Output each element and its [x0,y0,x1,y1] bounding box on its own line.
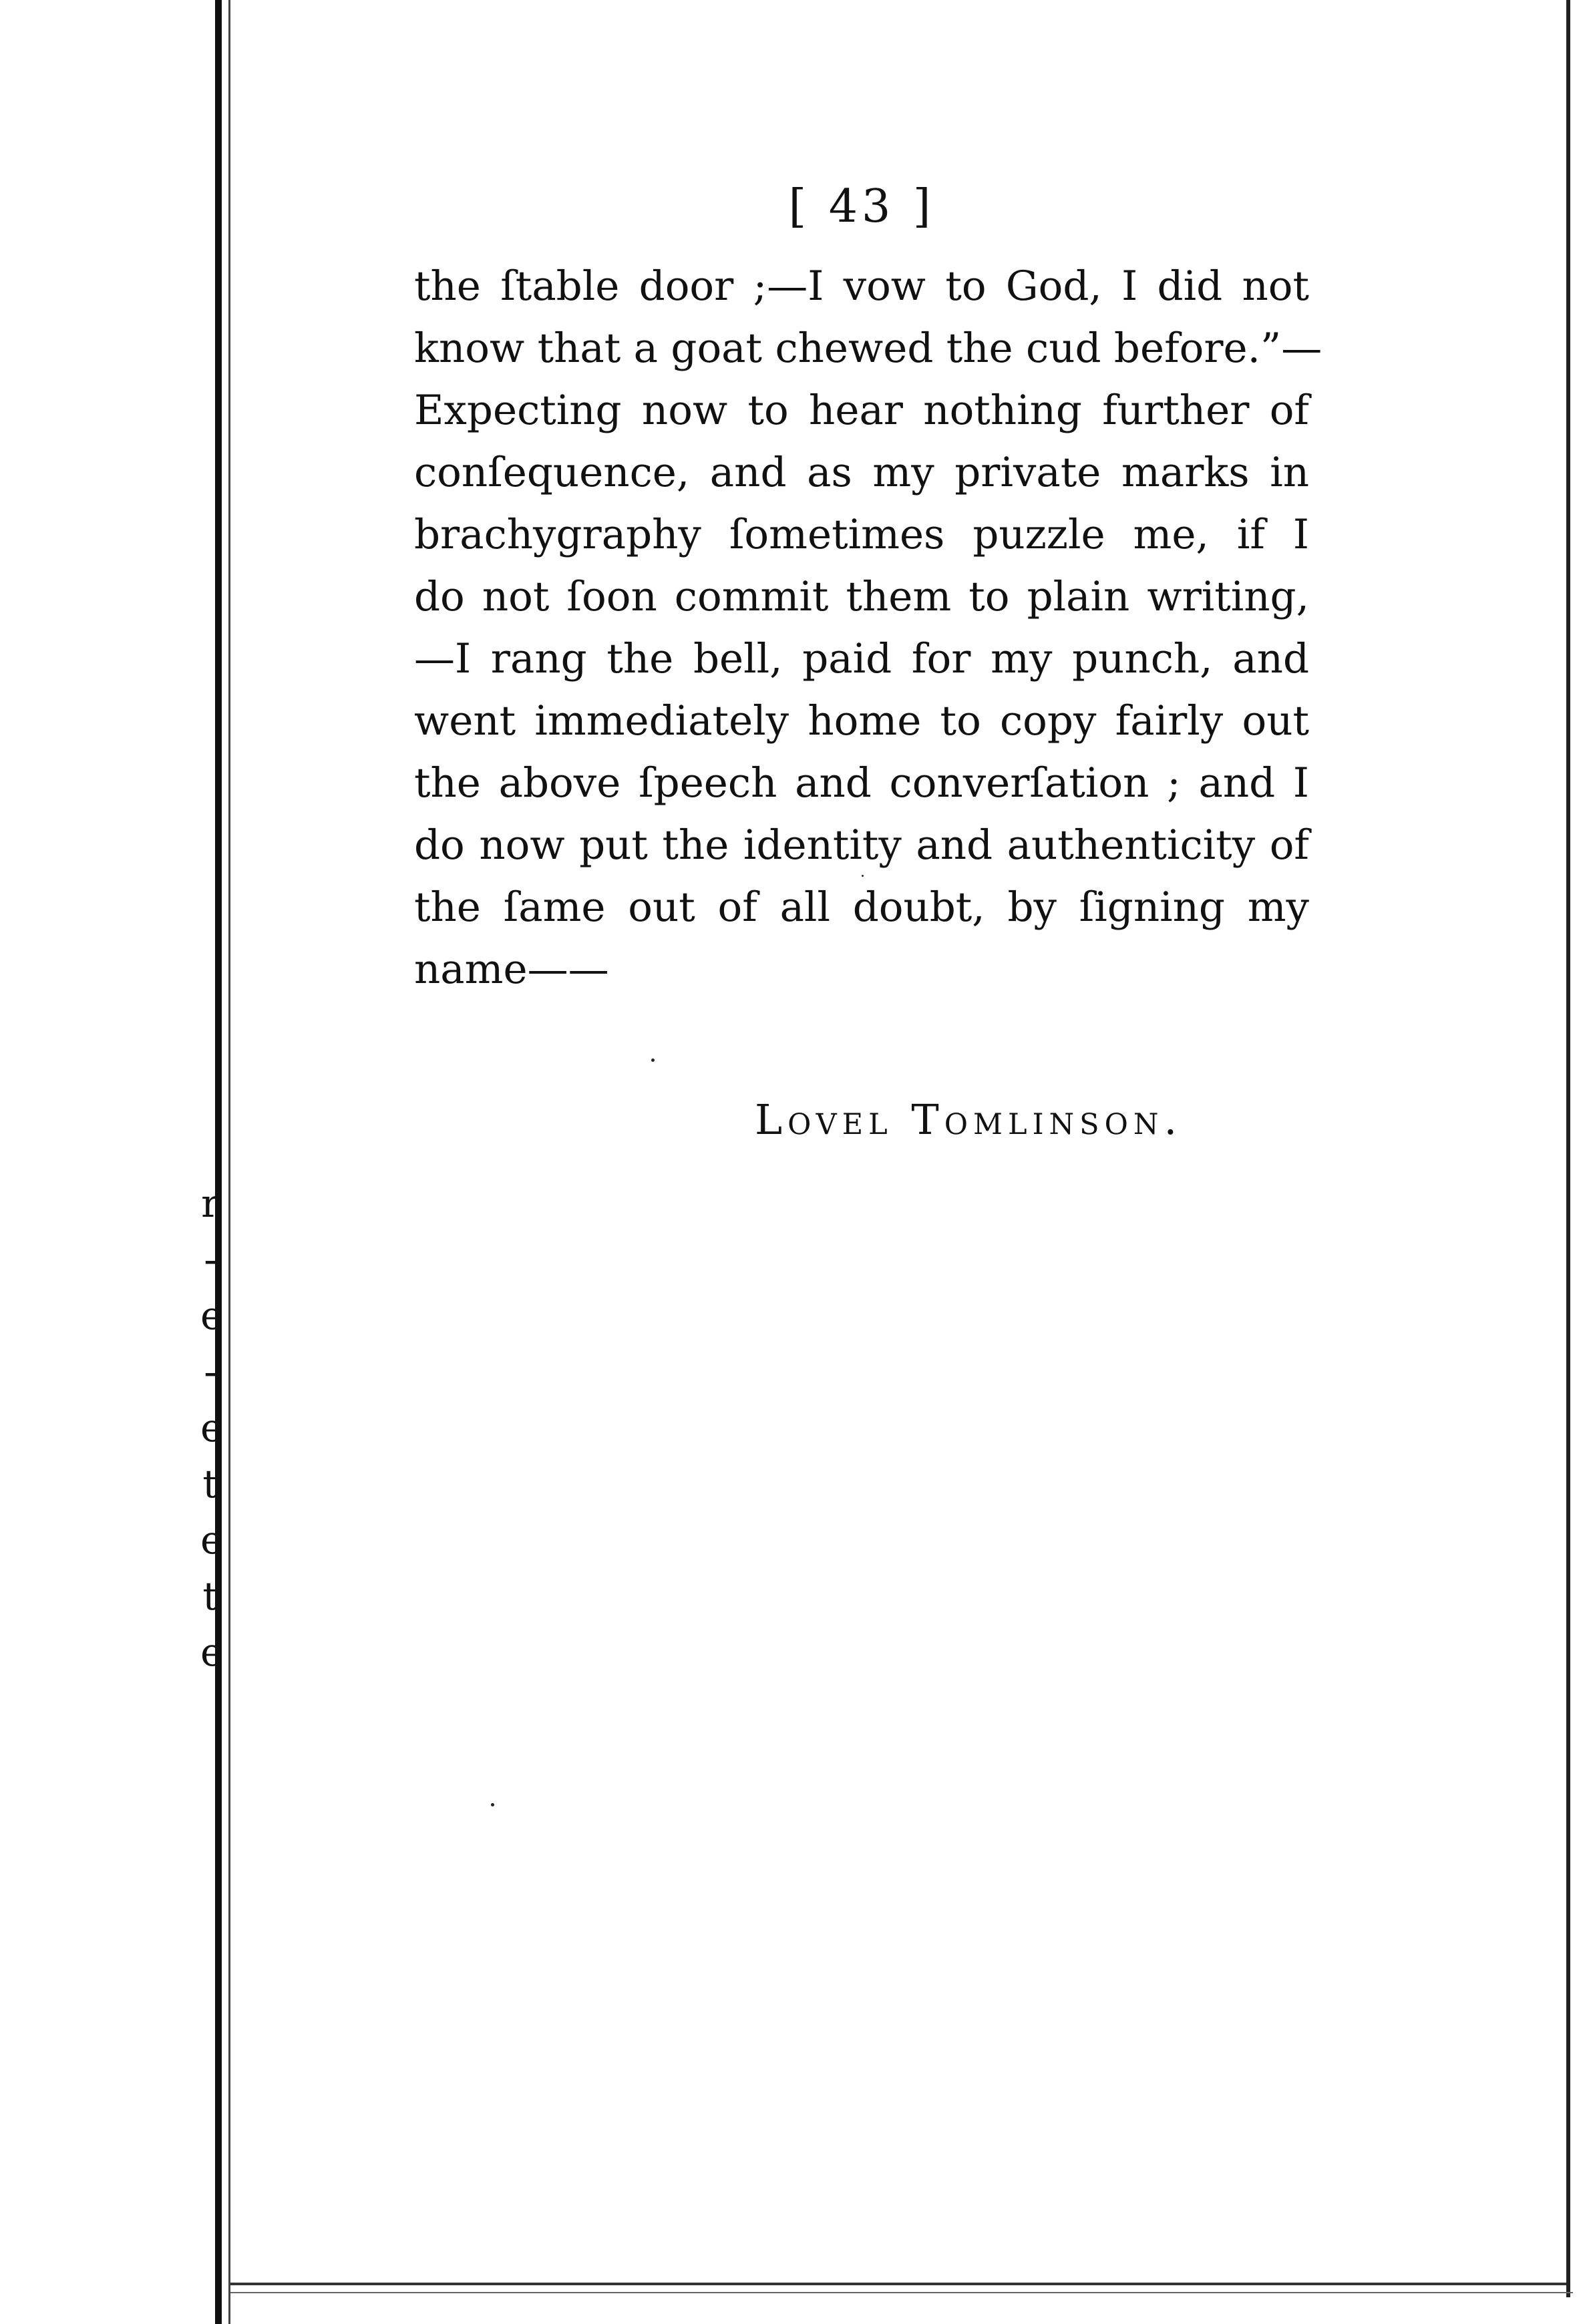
text-line: name—— [414,946,609,993]
facing-letter: t [202,1461,218,1507]
gutter-shadow [215,0,222,2324]
facing-letter: r [201,1181,220,1226]
text-line: —I rang the bell, paid for my punch, and [414,635,1309,683]
facing-page-letters [200,1175,224,1680]
text-line: the ſtable door ;—I vow to God, I did not [414,262,1309,310]
facing-letter: e [200,1293,224,1338]
page-right-margin [1575,0,1595,2324]
facing-page-edge [0,0,215,2324]
facing-letter: e [200,1517,224,1563]
text-line: went immediately home to copy fairly out [414,697,1309,745]
page-number: [ 43 ] [788,180,935,233]
text-line: do now put the identity and authenticity of [414,821,1309,869]
text-line: do not ſoon commit them to plain writing, [414,573,1309,620]
page-right-edge [1566,0,1570,2297]
facing-letter: t [202,1573,218,1619]
text-line: the above ſpeech and converſation ; and I [414,759,1309,807]
facing-letter: - [204,1349,217,1394]
facing-letter: e [200,1629,224,1675]
text-line: the ſame out of all doubt, by ſigning my [414,884,1309,931]
facing-letter: e [200,1405,224,1450]
page-bottom-edge-shadow [230,2292,1573,2293]
body-text [414,255,1322,1000]
ink-speck [862,875,864,877]
ink-speck [491,1803,494,1806]
text-line: Expecting now to hear nothing further of [414,387,1309,434]
ink-speck [651,1058,655,1062]
page-bottom-edge [230,2283,1566,2285]
text-line: conſequence, and as my private marks in [414,449,1309,496]
gutter-rule [228,0,230,2324]
text-line: brachygraphy ſometimes puzzle me, if I [414,511,1309,558]
text-line: know that a goat chewed the cud before.”— [414,325,1322,372]
signature: Lovel Tomlinson. [755,1095,1183,1144]
facing-letter: - [204,1237,217,1282]
